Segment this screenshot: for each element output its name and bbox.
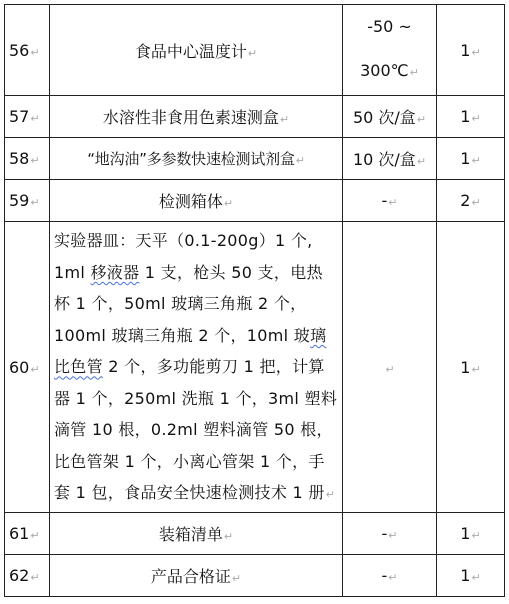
row-number: 60: [9, 357, 30, 377]
item-qty-cell: [437, 96, 505, 138]
cell-end-mark: ↵: [385, 362, 395, 376]
cell-end-mark: ↵: [223, 197, 234, 210]
item-name-cell: [50, 5, 343, 96]
cell-end-mark: ↵: [247, 46, 258, 60]
item-qty: 1: [460, 40, 471, 60]
cell-end-mark: ↵: [231, 572, 242, 585]
table-row: [5, 138, 505, 180]
item-qty-cell: [437, 555, 505, 597]
item-name-cell: [50, 96, 343, 138]
cell-end-mark: ↵: [471, 362, 481, 376]
item-name: “地沟油”多参数快速检测试剂盒: [87, 150, 295, 168]
cell-end-mark: ↵: [409, 66, 419, 79]
cell-end-mark: ↵: [30, 571, 40, 584]
row-number-cell: [5, 513, 50, 555]
item-description: 2 个，多功能剪刀 1 把，计算器 1 个，250ml 洗瓶 1 个，3ml 塑料滴管 10 根，0.2ml 塑料滴管 50 根，比色管架 1 个，小离心管架 1 个，手套 1 包，食品安全快速检测技术 1 册: [54, 357, 338, 503]
cell-end-mark: ↵: [30, 362, 40, 376]
item-qty: 1: [460, 566, 471, 585]
item-qty: 1: [460, 524, 471, 543]
cell-end-mark: ↵: [30, 45, 40, 59]
item-spec-cell: [343, 180, 437, 222]
cell-end-mark: ↵: [416, 113, 427, 126]
cell-end-mark: ↵: [471, 112, 481, 125]
item-description: 1 支，枪头 50 支，电热杯 1 个，50ml 玻璃三角瓶 2 个，100ml 玻璃三角瓶 2 个，10ml 玻: [54, 262, 323, 345]
item-spec-cell: [343, 96, 437, 138]
item-qty: 1: [460, 357, 471, 377]
item-spec: -: [381, 566, 388, 585]
row-number: 57: [9, 107, 30, 126]
item-name: 装箱清单: [158, 525, 223, 544]
item-spec-cell: [343, 513, 437, 555]
item-name: 食品中心温度计: [134, 41, 247, 61]
table-row: [5, 513, 505, 555]
item-name-cell: [50, 222, 343, 513]
cell-end-mark: ↵: [471, 154, 481, 167]
table-row: [5, 555, 505, 597]
cell-end-mark: ↵: [30, 112, 40, 125]
item-spec: -: [381, 524, 388, 543]
item-qty-cell: [437, 222, 505, 513]
table-row: [5, 222, 505, 513]
table-row: [5, 180, 505, 222]
spellcheck-underlined-text: 移液器: [90, 262, 140, 282]
row-number-cell: [5, 5, 50, 96]
item-name: 产品合格证: [150, 567, 231, 586]
item-name-cell: [50, 180, 343, 222]
equipment-table: [4, 4, 505, 597]
item-name-cell: [50, 555, 343, 597]
item-spec-cell: [343, 555, 437, 597]
item-qty-cell: [437, 5, 505, 96]
item-description: 实验器皿：天平（0.1-200g）1 个, 1ml: [54, 231, 313, 282]
item-spec: 50 次/盒: [352, 108, 416, 127]
item-name: 水溶性非食用色素速测盒: [102, 108, 279, 127]
cell-end-mark: ↵: [471, 196, 481, 209]
item-spec-line2: 300℃: [360, 61, 409, 80]
item-spec-line1: -50 ~: [367, 17, 412, 36]
cell-end-mark: ↵: [388, 571, 398, 584]
row-number: 61: [9, 524, 30, 543]
item-qty-cell: [437, 180, 505, 222]
item-name-cell: [50, 138, 343, 180]
row-number-cell: [5, 555, 50, 597]
item-spec: 10 次/盒: [352, 150, 416, 169]
item-name-cell: [50, 513, 343, 555]
spellcheck-underlined-text: 璃比色管: [54, 325, 327, 377]
item-qty: 1: [460, 149, 471, 168]
item-qty: 2: [460, 191, 471, 210]
row-number: 59: [9, 191, 30, 210]
cell-end-mark: ↵: [388, 196, 398, 209]
row-number-cell: [5, 222, 50, 513]
row-number-cell: [5, 96, 50, 138]
cell-end-mark: ↵: [30, 154, 40, 167]
cell-end-mark: ↵: [388, 529, 398, 542]
item-spec-cell: [343, 138, 437, 180]
cell-end-mark: ↵: [416, 155, 427, 168]
cell-end-mark: ↵: [471, 45, 481, 59]
cell-end-mark: ↵: [471, 571, 481, 584]
item-name: 检测箱体: [158, 192, 223, 211]
item-spec-cell: [343, 5, 437, 96]
item-qty-cell: [437, 513, 505, 555]
cell-end-mark: ↵: [295, 154, 305, 167]
table-row: [5, 96, 505, 138]
item-qty-cell: [437, 138, 505, 180]
cell-end-mark: ↵: [30, 529, 40, 542]
cell-end-mark: ↵: [471, 529, 481, 542]
row-number: 58: [9, 149, 30, 168]
cell-end-mark: ↵: [30, 196, 40, 209]
cell-end-mark: ↵: [223, 530, 234, 543]
item-spec: -: [381, 191, 388, 210]
row-number-cell: [5, 180, 50, 222]
row-number: 56: [9, 40, 30, 60]
item-qty: 1: [460, 107, 471, 126]
cell-end-mark: ↵: [279, 113, 290, 126]
row-number: 62: [9, 566, 30, 585]
table-row: [5, 5, 505, 96]
item-spec-cell: [343, 222, 437, 513]
cell-end-mark: ↵: [325, 488, 336, 502]
row-number-cell: [5, 138, 50, 180]
